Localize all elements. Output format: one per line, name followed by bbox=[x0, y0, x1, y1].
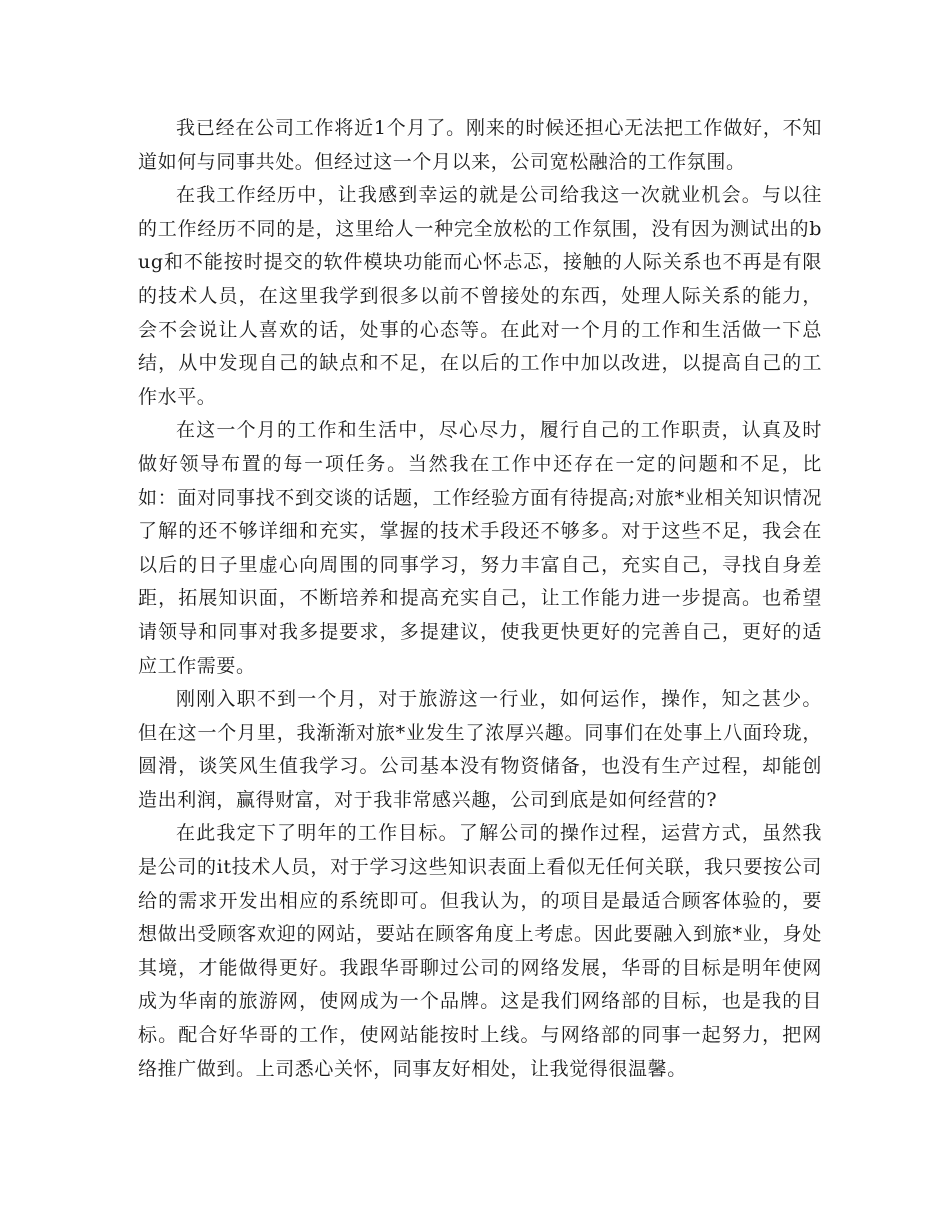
paragraph: 我已经在公司工作将近1个月了。刚来的时候还担心无法把工作做好，不知道如何与同事共处。但经过这一个月以来，公司宽松融洽的工作氛围。 bbox=[138, 117, 822, 173]
document-body bbox=[138, 112, 822, 1086]
paragraph: 刚刚入职不到一个月，对于旅游这一行业，如何运作，操作，知之甚少。但在这一个月里，我渐渐对旅*业发生了浓厚兴趣。同事们在处事上八面玲珑，圆滑，谈笑风生值我学习。公司基本没有物资储备，也没有生产过程，却能创造出利润，赢得财富，对于我非常感兴趣，公司到底是如何经营的? bbox=[138, 688, 822, 811]
paragraph: 在我工作经历中，让我感到幸运的就是公司给我这一次就业机会。与以往的工作经历不同的是，这里给人一种完全放松的工作氛围，没有因为测试出的bug和不能按时提交的软件模块功能而心怀忐忑，接触的人际关系也不再是有限的技术人员，在这里我学到很多以前不曾接处的东西，处理人际关系的能力，会不会说让人喜欢的话，处事的心态等。在此对一个月的工作和生活做一下总结，从中发现自己的缺点和不足，在以后的工作中加以改进，以提高自己的工作水平。 bbox=[138, 184, 822, 408]
paragraph: 在这一个月的工作和生活中，尽心尽力，履行自己的工作职责，认真及时做好领导布置的每一项任务。当然我在工作中还存在一定的问题和不足，比如：面对同事找不到交谈的话题，工作经验方面有待提高;对旅*业相关知识情况了解的还不够详细和充实，掌握的技术手段还不够多。对于这些不足，我会在以后的日子里虚心向周围的同事学习，努力丰富自己，充实自己，寻找自身差距，拓展知识面，不断培养和提高充实自己，让工作能力进一步提高。也希望请领导和同事对我多提要求，多提建议，使我更快更好的完善自己，更好的适应工作需要。 bbox=[138, 419, 822, 677]
paragraph: 在此我定下了明年的工作目标。了解公司的操作过程，运营方式，虽然我是公司的it技术人员，对于学习这些知识表面上看似无任何关联，我只要按公司给的需求开发出相应的系统即可。但我认为，的项目是最适合顾客体验的，要想做出受顾客欢迎的网站，要站在顾客角度上考虑。因此要融入到旅*业，身处其境，才能做得更好。我跟华哥聊过公司的网络发展，华哥的目标是明年使网成为华南的旅游网，使网成为一个品牌。这是我们网络部的目标，也是我的目标。配合好华哥的工作，使网站能按时上线。与网络部的同事一起努力，把网络推广做到。上司悉心关怀，同事友好相处，让我觉得很温馨。 bbox=[138, 822, 822, 1080]
